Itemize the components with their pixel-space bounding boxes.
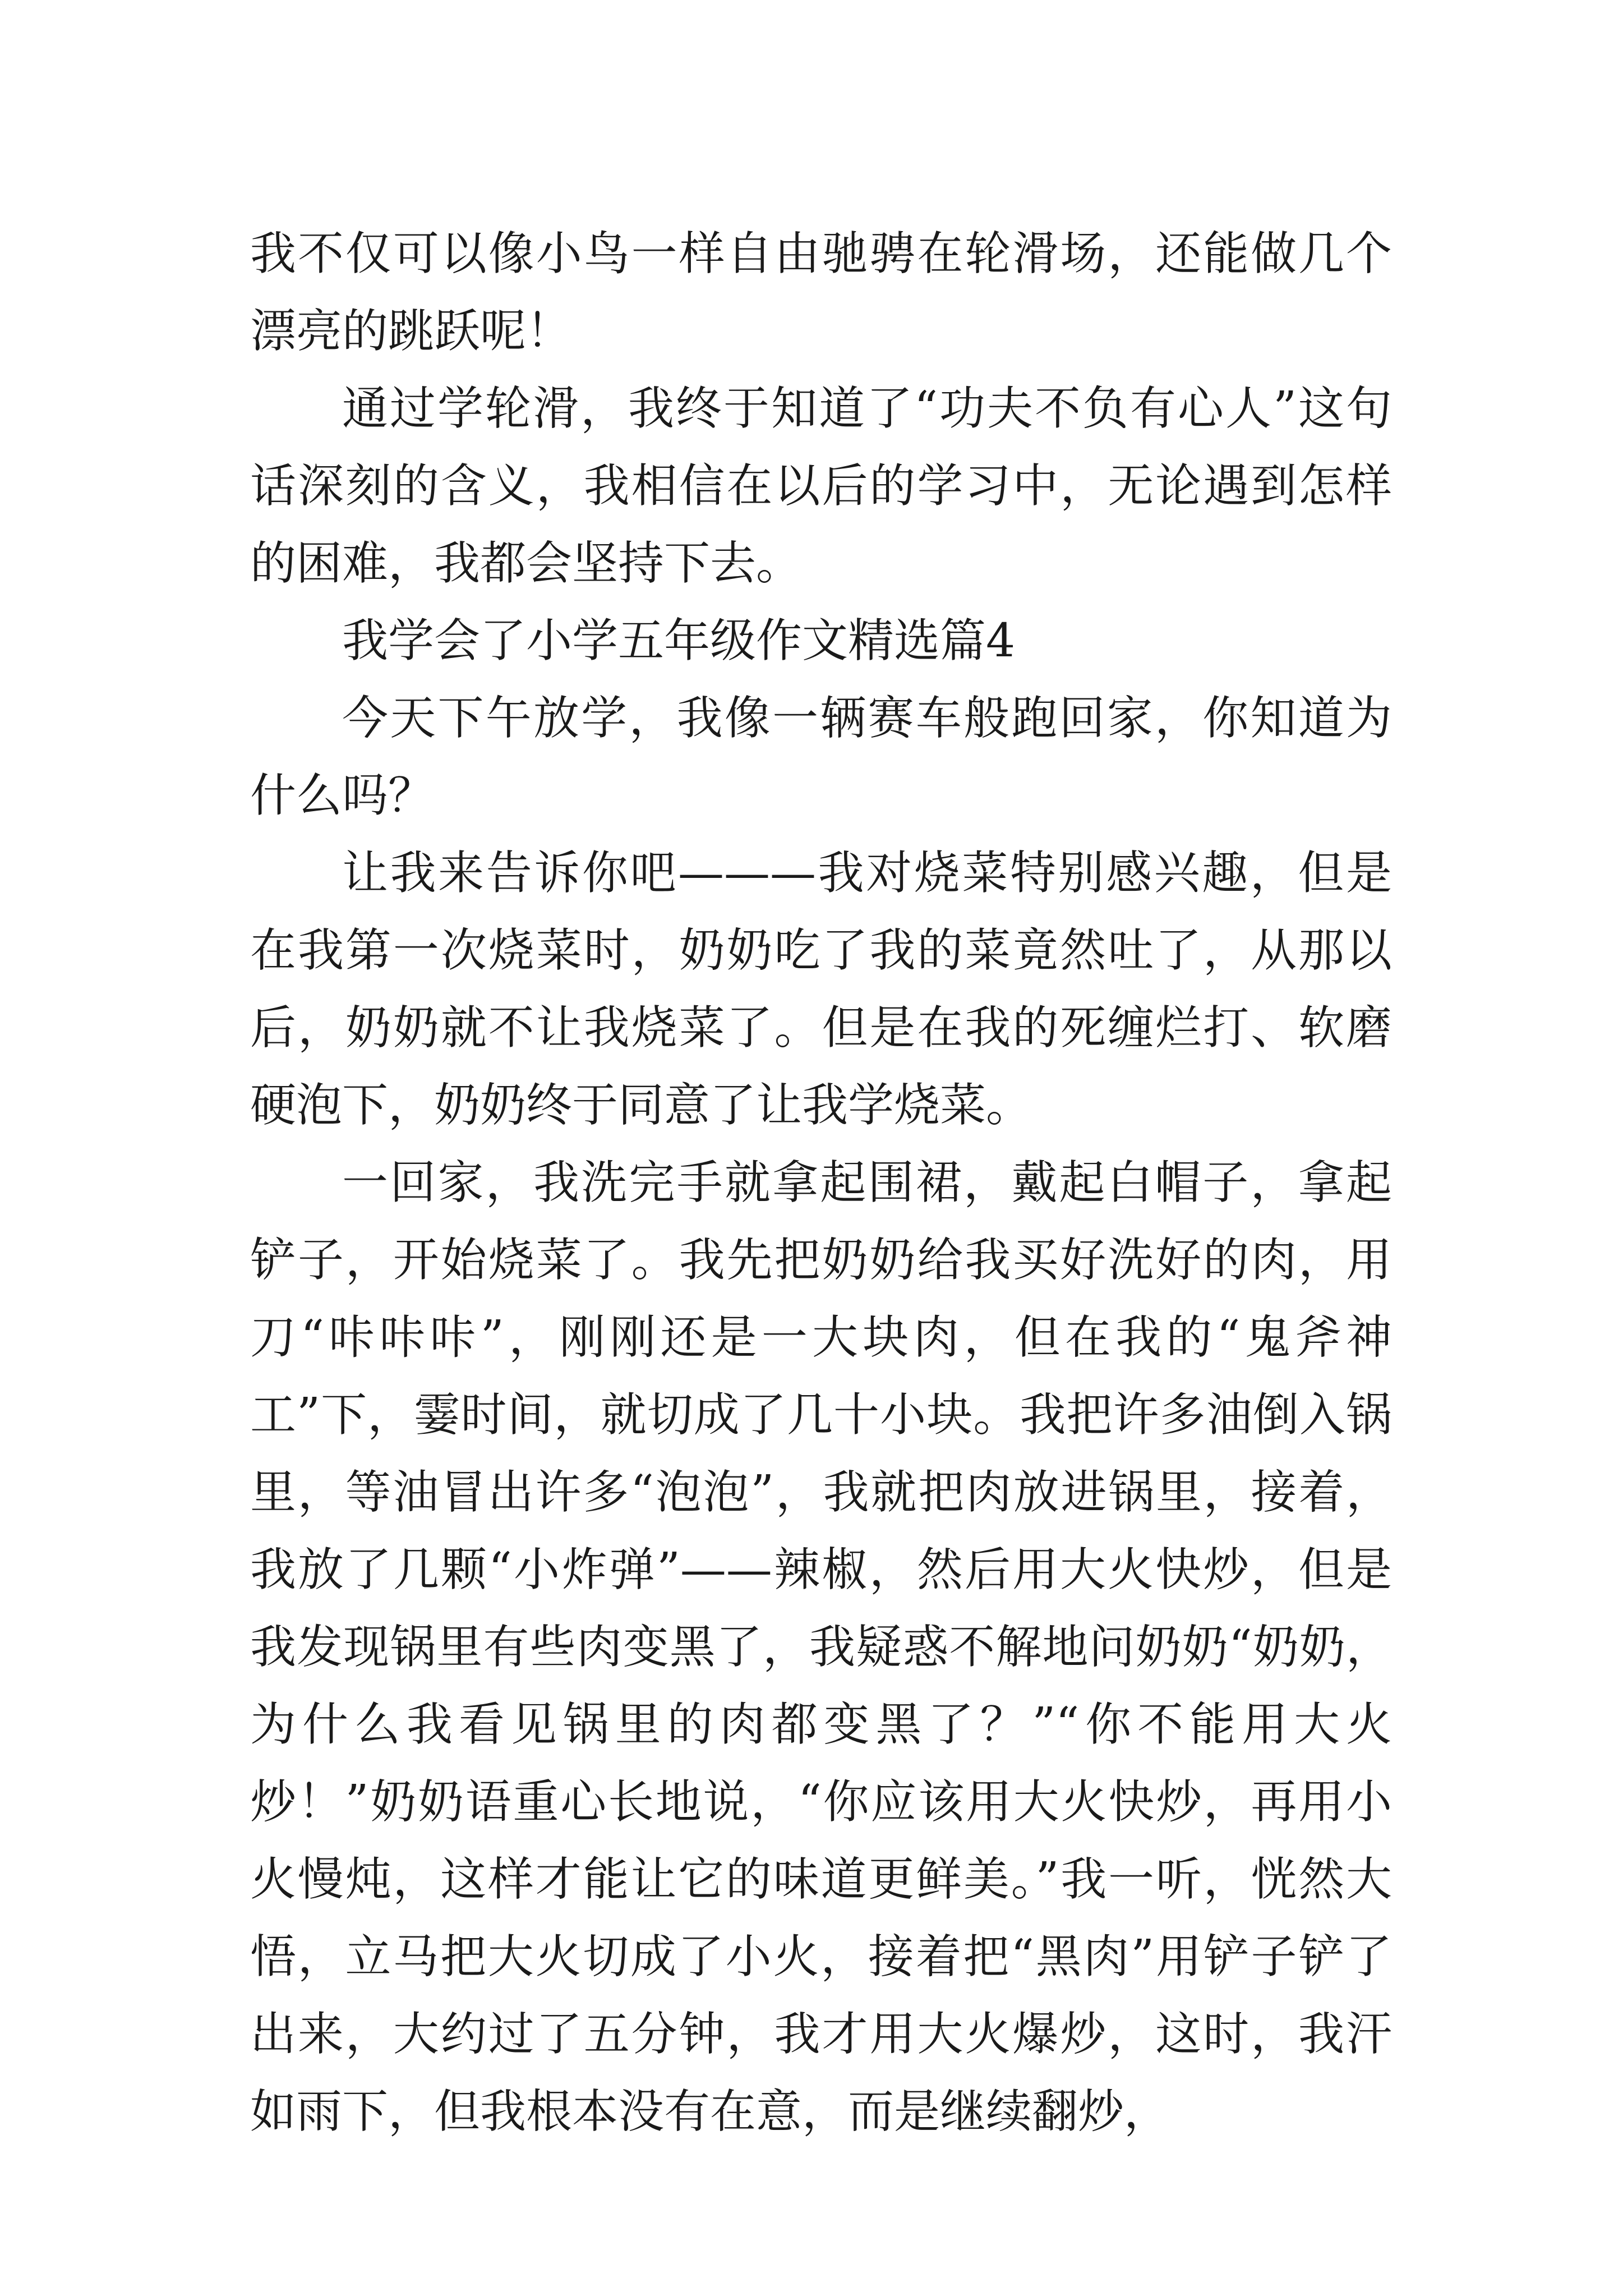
document-body bbox=[250, 215, 1392, 2151]
paragraph-4: 让我来告诉你吧———我对烧菜特别感兴趣，但是在我第一次烧菜时，奶奶吃了我的菜竟然吐了，从那以后，奶奶就不让我烧菜了。但是在我的死缠烂打、软磨硬泡下，奶奶终于同意了让我学烧菜。 bbox=[250, 846, 1392, 1132]
paragraph-3: 今天下午放学，我像一辆赛车般跑回家，你知道为什么吗？ bbox=[250, 692, 1392, 822]
paragraph-5: 一回家，我洗完手就拿起围裙，戴起白帽子，拿起铲子，开始烧菜了。我先把奶奶给我买好洗好的肉，用刀“咔咔咔”，刚刚还是一大块肉，但在我的“鬼斧神工”下，霎时间，就切成了几十小块。我把许多油倒入锅里，等油冒出许多“泡泡”，我就把肉放进锅里，接着，我放了几颗“小炸弹”——辣椒，然后用大火快炒，但是我发现锅里有些肉变黑了，我疑惑不解地问奶奶“奶奶，为什么我看见锅里的肉都变黑了？”“你不能用大火炒！”奶奶语重心长地说，“你应该用大火快炒，再用小火慢炖，这样才能让它的味道更鲜美。”我一听，恍然大悟，立马把大火切成了小火，接着把“黑肉”用铲子铲了出来，大约过了五分钟，我才用大火爆炒，这时，我汗如雨下，但我根本没有在意，而是继续翻炒， bbox=[250, 1156, 1392, 2138]
paragraph-2: 通过学轮滑，我终于知道了“功夫不负有心人”这句话深刻的含义，我相信在以后的学习中，无论遇到怎样的困难，我都会坚持下去。 bbox=[250, 382, 1392, 590]
section-heading: 我学会了小学五年级作文精选篇4 bbox=[342, 614, 1016, 668]
paragraph-1: 我不仅可以像小鸟一样自由驰骋在轮滑场，还能做几个漂亮的跳跃呢！ bbox=[250, 227, 1392, 358]
